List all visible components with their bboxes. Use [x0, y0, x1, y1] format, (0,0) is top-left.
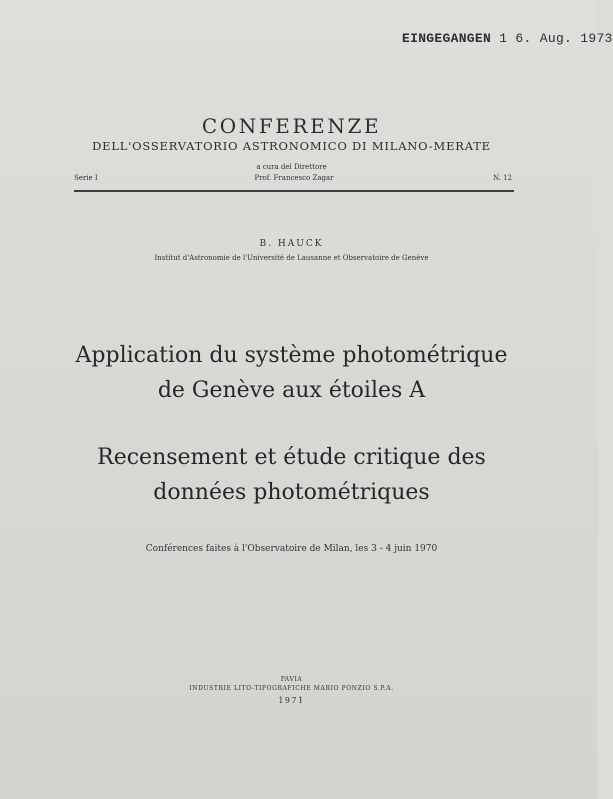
- issue-number: N. 12: [492, 174, 512, 182]
- title-line-1: Application du système photométrique: [75, 343, 508, 368]
- imprint-printer: INDUSTRIE LITO-TIPOGRAFICHE MARIO PONZIO S.P.A.: [189, 685, 394, 692]
- series-meta-row: [74, 174, 514, 186]
- conference-note: Conférences faites à l'Observatoire de Milan, les 3 - 4 juin 1970: [145, 544, 438, 554]
- title-line-4: données photométriques: [153, 480, 430, 505]
- received-stamp: [402, 31, 613, 46]
- imprint-city: PAVIA: [280, 676, 303, 683]
- serie-label: Serie I: [74, 174, 98, 182]
- header-rule: [74, 190, 514, 192]
- imprint-year: 1971: [278, 696, 305, 705]
- stamp-date: 1 6. Aug. 1973: [499, 31, 613, 46]
- curator-intro: a cura del Direttore: [256, 163, 327, 171]
- author-institution: Institut d'Astronomie de l'Université de Lausanne et Observatoire de Genève: [154, 254, 429, 262]
- stamp-word: EINGEGANGEN: [402, 31, 492, 46]
- series-title: CONFERENZE: [201, 114, 382, 138]
- series-subtitle: DELL'OSSERVATORIO ASTRONOMICO DI MILANO-MERATE: [92, 139, 491, 153]
- title-line-3: Recensement et étude critique des: [97, 445, 486, 470]
- curator-name: Prof. Francesco Zagar: [254, 174, 334, 182]
- author-name: B. HAUCK: [259, 239, 324, 249]
- title-line-2: de Genève aux étoiles A: [157, 378, 426, 403]
